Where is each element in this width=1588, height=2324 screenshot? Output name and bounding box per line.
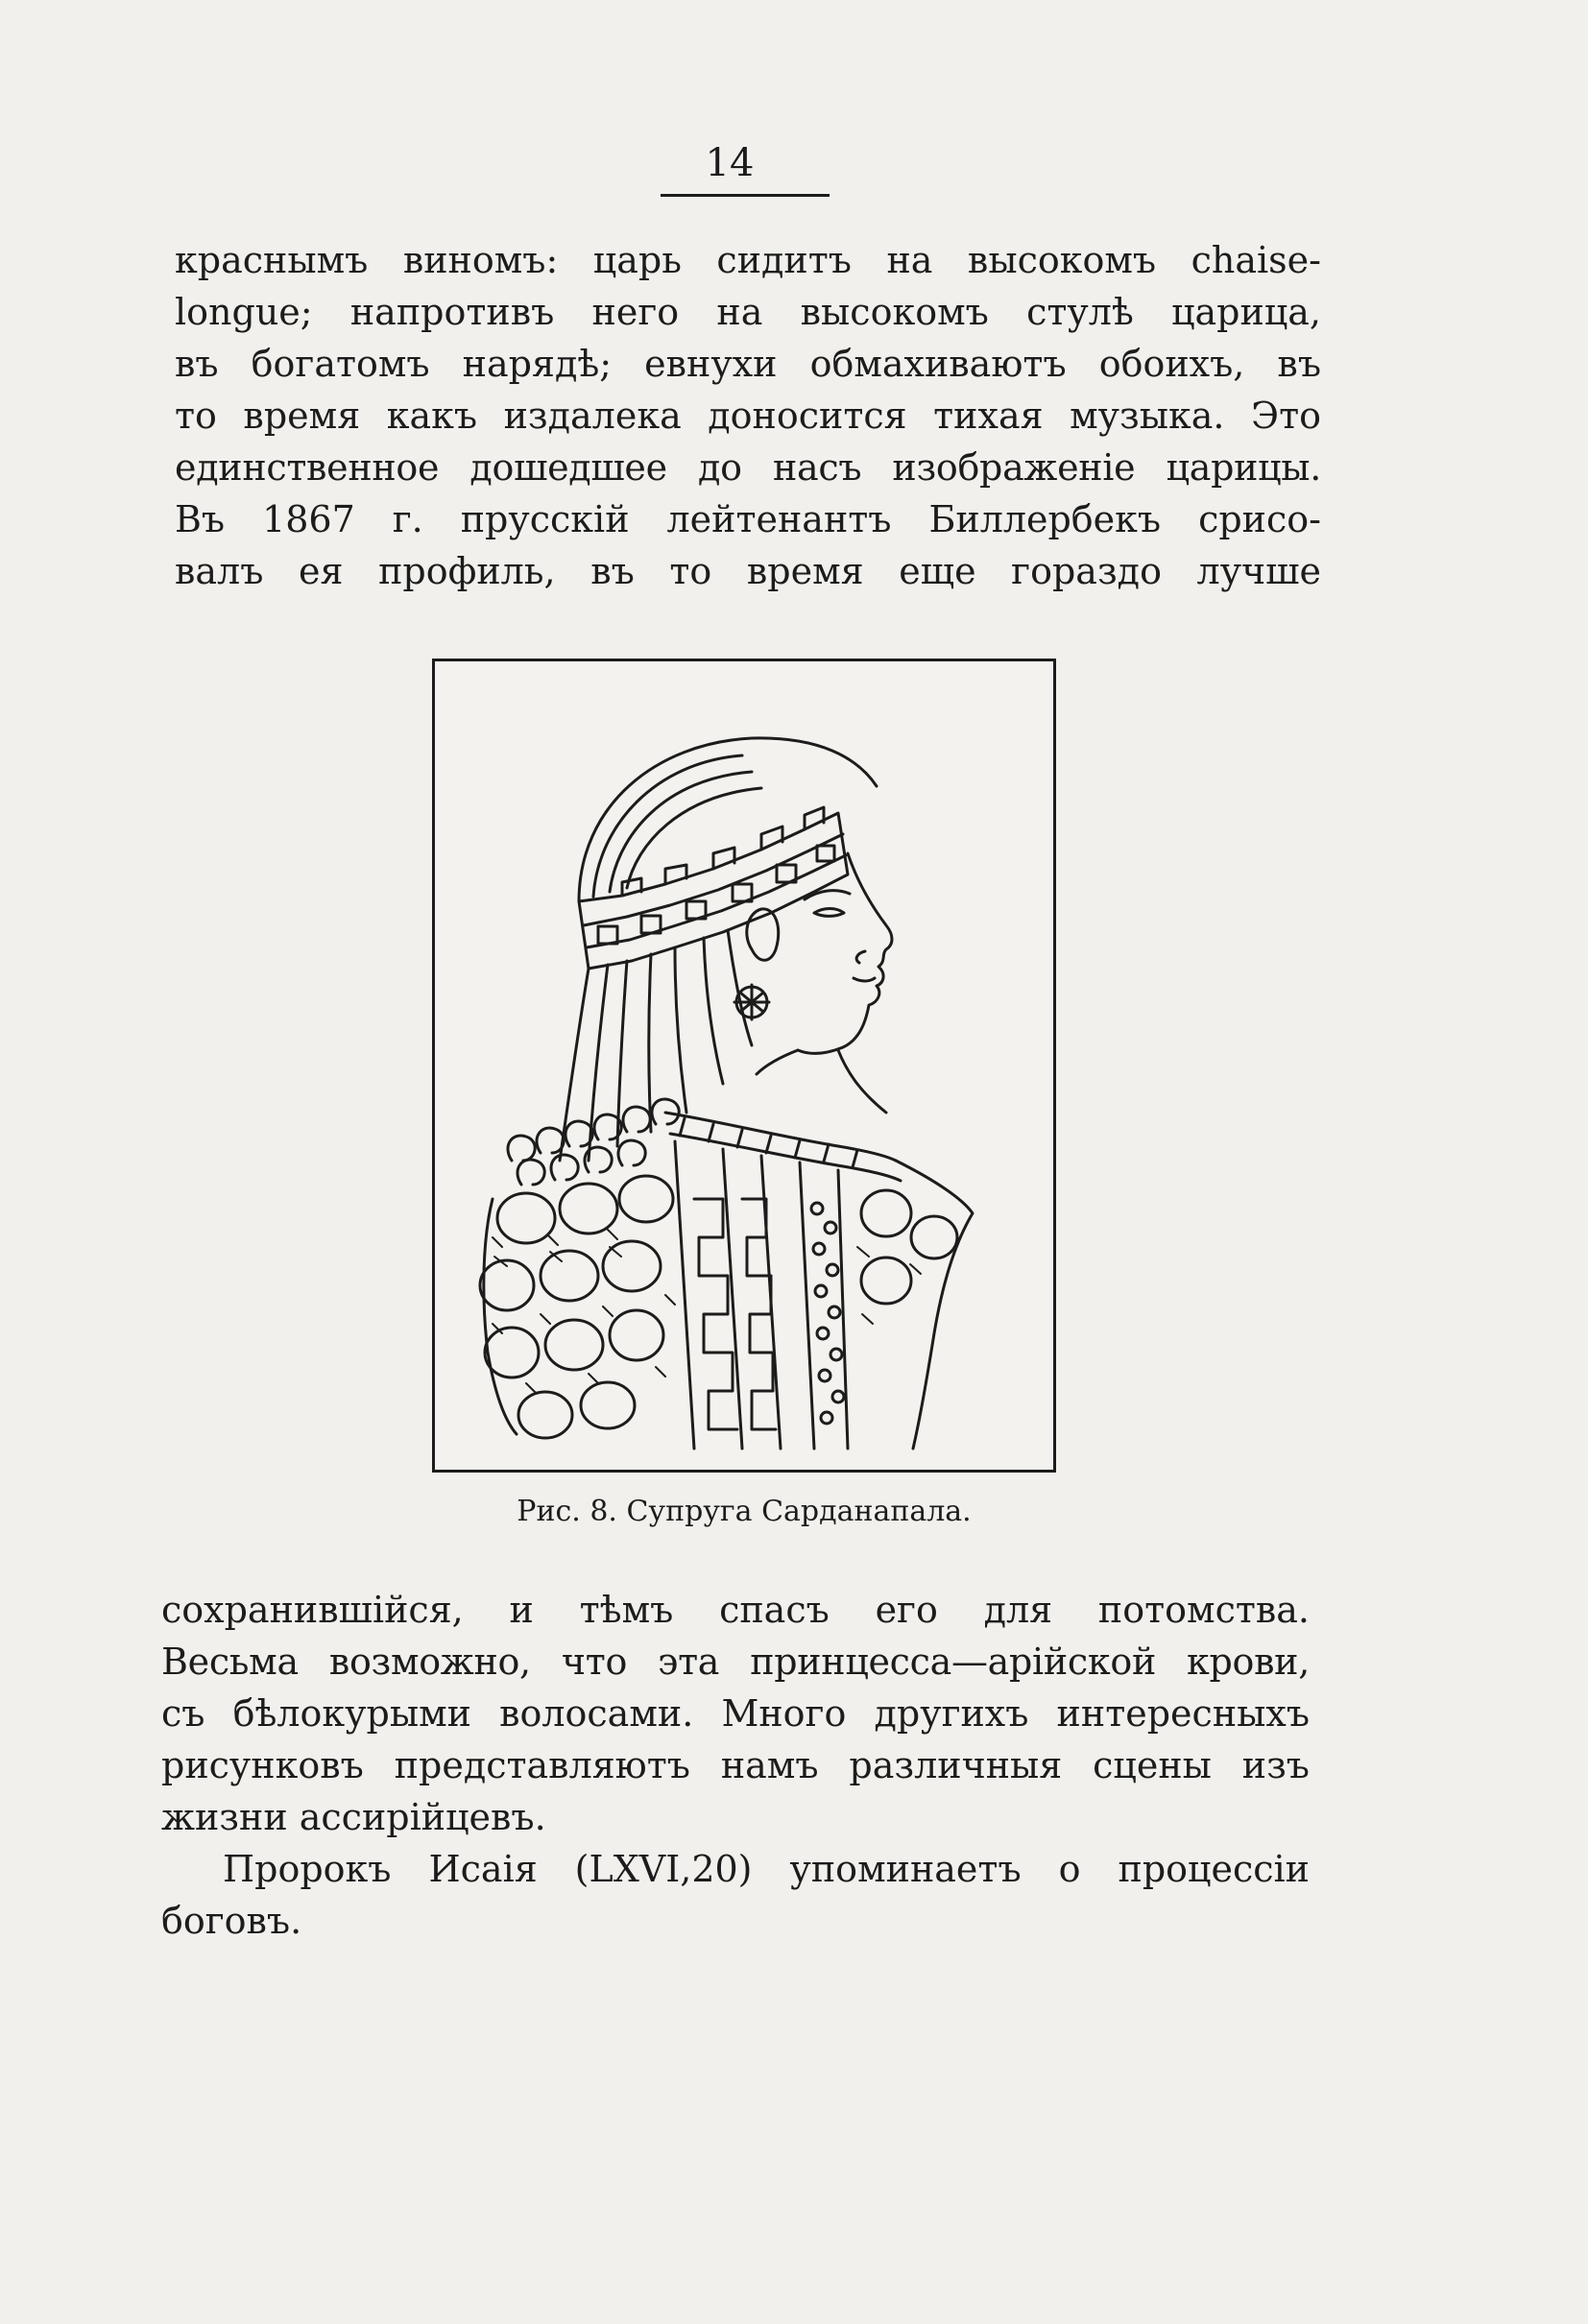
text-line: краснымъ виномъ: царь сидитъ на высокомъ chaise- bbox=[175, 239, 1321, 281]
text-line: въ богатомъ нарядѣ; евнухи обмахиваютъ обоихъ, въ bbox=[175, 343, 1321, 385]
text-line: Въ 1867 г. прусскій лейтенантъ Биллербекъ срисо- bbox=[175, 498, 1321, 540]
text-line: рисунковъ представляютъ намъ различныя сцены изъ bbox=[161, 1744, 1310, 1786]
text-line: Весьма возможно, что эта принцесса—арійской крови, bbox=[161, 1641, 1310, 1683]
text-line: боговъ. bbox=[161, 1900, 302, 1942]
text-line: то время какъ издалека доносится тихая музыка. Это bbox=[175, 395, 1321, 437]
portrait-engraving bbox=[435, 661, 1053, 1470]
text-line: longue; напротивъ него на высокомъ стулѣ царица, bbox=[175, 291, 1321, 333]
text-line: жизни ассирійцевъ. bbox=[161, 1796, 546, 1838]
text-line: валъ ея профиль, въ то время еще гораздо лучше bbox=[175, 550, 1321, 592]
figure-caption: Рис. 8. Супруга Сарданапала. bbox=[517, 1495, 972, 1528]
bottom-paragraph bbox=[161, 1584, 1310, 1947]
text-line: съ бѣлокурыми волосами. Много другихъ интересныхъ bbox=[161, 1692, 1310, 1735]
top-paragraph bbox=[175, 234, 1321, 597]
text-line: сохранившійся, и тѣмъ спасъ его для потомства. bbox=[161, 1589, 1310, 1631]
figure-portrait-frame bbox=[432, 659, 1056, 1473]
page-number-rule bbox=[661, 194, 830, 197]
page-number: 14 bbox=[705, 141, 755, 185]
text-line: Пророкъ Исаія (LXVI,20) упоминаетъ о процессіи bbox=[223, 1848, 1310, 1890]
text-line: единственное дошедшее до насъ изображеніе царицы. bbox=[175, 446, 1321, 489]
